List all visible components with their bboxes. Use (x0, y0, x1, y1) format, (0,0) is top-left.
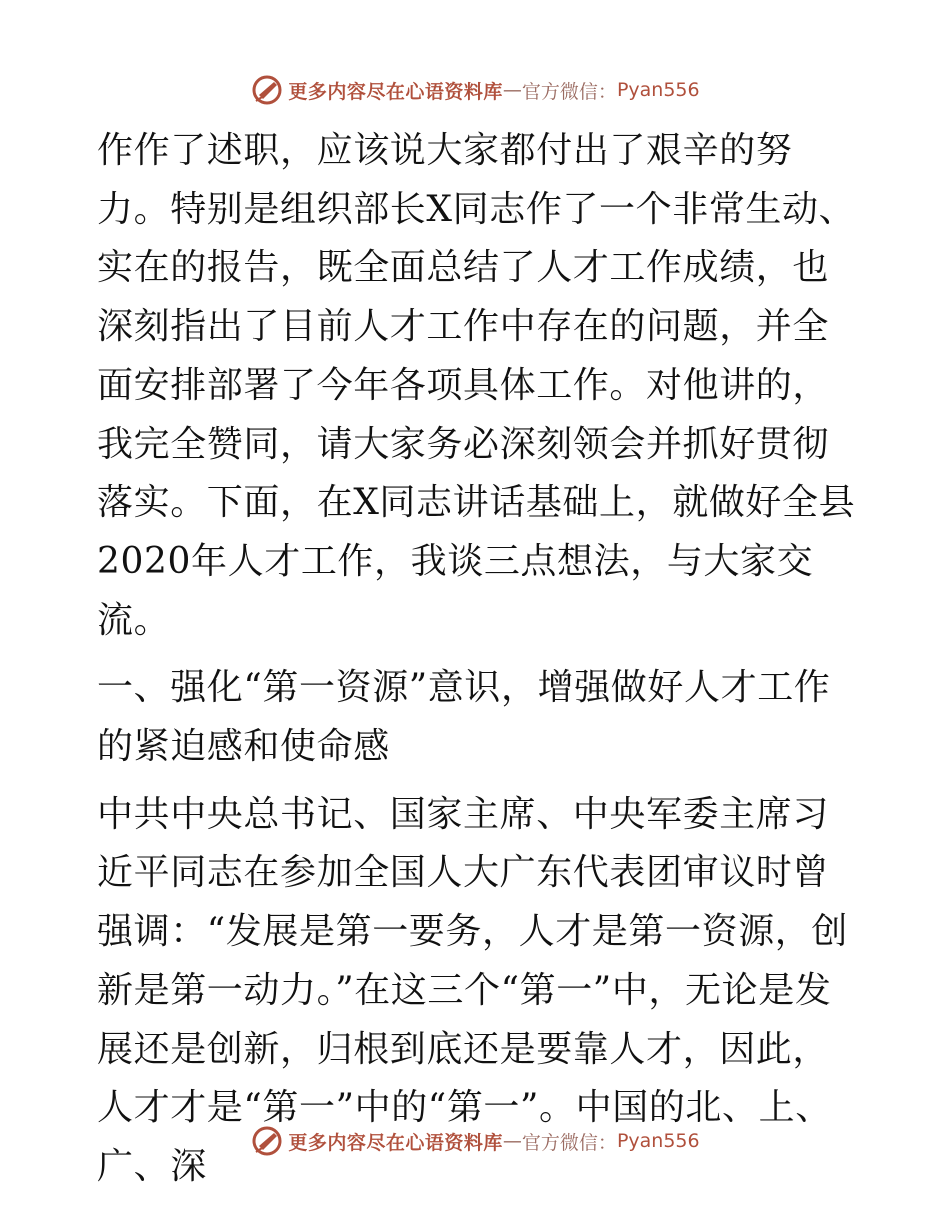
watermark-text: 更多内容尽在心语资料库 (288, 1131, 503, 1154)
header-watermark (0, 70, 950, 110)
body-paragraph-2: 中共中央总书记、国家主席、中央军委主席习近平同志在参加全国人大广东代表团审议时曾强调：“发展是第一要务，人才是第一资源，创新是第一动力。”在这三个“第一”中，无论是发展还是创新，归根到底还是要靠人才，因此，人才才是“第一”中的“第一”。中国的北、上、广、深 (97, 793, 849, 1187)
section-heading-1: 一、强化“第一资源”意识，增强做好人才工作的紧迫感和使命感 (97, 667, 831, 768)
watermark-wechat-label: 官方微信： (521, 80, 617, 103)
watermark-wechat-id: Pyan556 (616, 79, 700, 101)
watermark-dash: — (502, 1130, 522, 1152)
logo-icon (250, 73, 284, 107)
watermark-wechat-label: 官方微信： (521, 1131, 617, 1154)
body-paragraph-1: 作作了述职，应该说大家都付出了艰辛的努力。特别是组织部长X同志作了一个非常生动、实在的报告，既全面总结了人才工作成绩，也深刻指出了目前人才工作中存在的问题，并全面安排部署了今年各项具体工作。对他讲的，我完全赞同，请大家务必深刻领会并抓好贯彻落实。下面，在X同志讲话基础上，就做好全县2020年人才工作，我谈三点想法，与大家交流。 (97, 130, 856, 641)
footer-watermark (0, 1121, 950, 1161)
watermark-text: 更多内容尽在心语资料库 (288, 80, 503, 103)
document-body (97, 122, 857, 1197)
watermark-dash: — (502, 79, 522, 101)
logo-icon (250, 1124, 284, 1158)
watermark-wechat-id: Pyan556 (616, 1130, 700, 1152)
